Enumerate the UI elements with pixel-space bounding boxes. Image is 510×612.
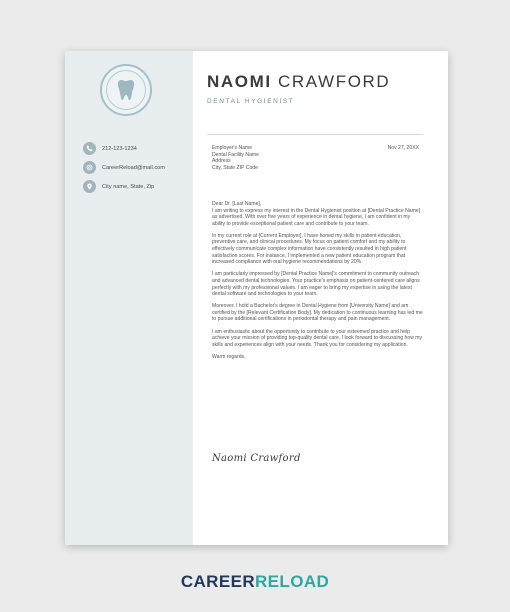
last-name: CRAWFORD [278,72,391,91]
signature: Naomi Crawford [212,453,301,464]
phone-icon [83,142,96,155]
logo-badge [100,64,152,116]
brand-part-career: CAREER [180,572,255,591]
contact-location [83,177,165,196]
facility-name: Dental Facility Name [212,151,259,158]
paragraph: I am enthusiastic about the opportunity to contribute to your esteemed practice and help achieve your mission of providing top-quality dental care. I look forward to discussing how my skills and experiences align with your needs. Thank you for considering my application. [212,328,423,348]
paragraph: I am writing to express my interest in the Dental Hygienist position at [Dental Practice Name] as advertised. With over five years of experience in dental hygiene, I am confident in my ability to provide exceptional patient care and contribute to your team. [212,207,421,227]
paragraph: In my current role at [Current Employer], I have honed my skills in patient education, preventive care, and clinical procedures. My focus on patient comfort and my ability to effectively communicate complex information have consistently resulted in high patient satisfaction scores. For instance, I implemented a new patient education program that increased compliance with oral hygiene recommendations by 20%. [212,232,407,266]
paragraph: Moreover, I hold a Bachelor's degree in Dental Hygiene from [University Name] and am certified by the [Relevant Certification Body]. My dedication to continuous learning has led me to pursue additional certifications in periodontal therapy and pain management. [212,303,423,323]
location-text: City name, State, Zip [102,183,155,190]
logo-inner-ring [106,70,146,110]
address-line: Address [212,158,231,165]
closing: Warm regards, [212,353,246,360]
contact-list [83,139,165,196]
recipient-block [212,145,332,171]
contact-phone [83,139,165,158]
email-icon [83,161,96,174]
cover-letter-page [65,51,448,545]
letter-body [212,201,424,360]
contact-email [83,158,165,177]
location-pin-icon [83,180,96,193]
brand-part-reload: RELOAD [255,572,330,591]
employer-name: Employer's Name [212,145,253,151]
email-address[interactable]: CareerReload@mail.com [102,164,165,171]
applicant-name [207,72,390,92]
letter-date: Nov 27, 20XX [387,145,419,151]
job-title: DENTAL HYGIENIST [207,98,295,105]
header-divider [207,134,423,135]
brand-logo [0,572,510,592]
salutation: Dear Dr. [Last Name], [212,201,262,207]
tooth-icon [117,79,135,101]
letter-header [207,72,390,105]
phone-number: 212-123-1234 [102,145,137,152]
city-state-zip: City, State ZIP Code [212,164,258,171]
first-name: NAOMI [207,72,272,91]
paragraph: I am particularly impressed by [Dental Practice Name]'s commitment to community outreach and advanced dental technologies. Your practice's emphasis on patient-centered care aligns perfectly with my professional values. I am eager to bring my expertise in using the latest dental software and technologies to your team. [212,271,420,298]
sidebar [65,51,193,545]
